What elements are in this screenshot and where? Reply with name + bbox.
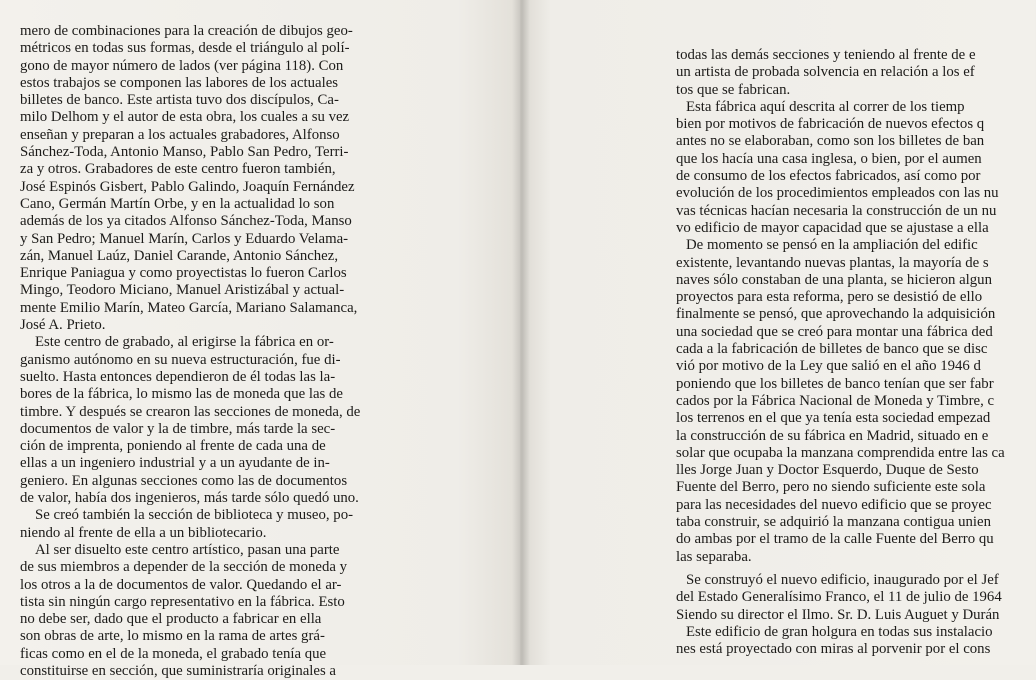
text-line: milo Delhom y el autor de esta obra, los cuales a su vez [20,109,350,126]
text-line: do ambas por el tramo de la calle Fuente del Berro qu [676,531,994,548]
text-line: que los hacía una casa inglesa, o bien, por el aumen [676,150,982,167]
text-line: gono de mayor número de lados (ver página 118). Con [20,57,344,74]
text-line: zán, Manuel Laúz, Daniel Carande, Antonio Sánchez, [20,247,339,264]
right-page-text [676,47,1036,658]
text-line: ganismo autónomo en su nueva estructuración, fue di- [20,351,341,368]
text-line: no debe ser, dado que el producto a fabricar en ella [20,611,322,628]
text-line: naves sólo constaban de una planta, se hicieron algun [676,271,992,288]
text-line: finalmente se pensó, que aprovechando la adquisición [676,306,996,323]
text-line: bores de la fábrica, lo mismo las de moneda que las de [20,386,343,403]
text-line: ellas a un ingeniero industrial y a un ayudante de in- [20,455,330,472]
text-line: tista sin ningún cargo representativo en la fábrica. Esto [20,593,345,610]
text-line: los terrenos en el que ya tenía esta sociedad empezad [676,410,991,427]
text-line: Este centro de grabado, al erigirse la fábrica en or- [35,334,334,351]
text-line: de sus miembros a depender de la sección de moneda y [20,559,348,576]
text-line: Mingo, Teodoro Miciano, Manuel Aristizábal y actual- [20,282,345,299]
text-line: cada a la fabricación de billetes de banco que se disc [676,341,988,358]
text-line: poniendo que los billetes de banco tenían que ser fabr [676,375,994,392]
text-line: proyectos para esta reforma, pero se desistió de ello [676,289,983,306]
text-line: las separaba. [676,548,752,565]
text-line: Se creó también la sección de biblioteca y museo, po- [35,507,354,524]
text-line: tos que se fabrican. [676,81,791,98]
text-line: bien por motivos de fabricación de nuevos efectos q [676,116,985,133]
text-line: antes no se elaboraban, como son los billetes de ban [676,133,985,150]
text-line: Al ser disuelto este centro artístico, pasan una parte [35,541,340,558]
text-line: cados por la Fábrica Nacional de Moneda y Timbre, c [676,392,995,409]
text-line: billetes de banco. Este artista tuvo dos discípulos, Ca- [20,92,339,109]
text-line: evolución de los procedimientos empleados con las nu [676,185,999,202]
text-line: son obras de arte, lo mismo en la rama de artes grá- [20,628,325,645]
text-line: un artista de probada solvencia en relación a los ef [676,64,975,81]
text-line: los otros a la de documentos de valor. Quedando el ar- [20,576,342,593]
text-line: nes está proyectado con miras al porvenir por el cons [676,641,991,658]
left-page-text [20,23,510,680]
text-line: mente Emilio Marín, Mateo García, Mariano Salamanca, [20,299,358,316]
text-line: de consumo de los efectos fabricados, así como por [676,168,981,185]
text-line: existente, levantando nuevas plantas, la mayoría de s [676,254,989,271]
text-line: enseñan y preparan a los actuales grabadores, Alfonso [20,126,340,143]
text-line: Fuente del Berro, pero no siendo suficiente este sola [676,479,986,496]
text-line: taba construir, se adquirió la manzana contigua unien [676,514,991,531]
text-line: además de los ya citados Alfonso Sánchez-Toda, Manso [20,213,352,230]
text-line: suelto. Hasta entonces dependieron de él todas las la- [20,368,336,385]
text-line: za y otros. Grabadores de este centro fueron también, [20,161,336,178]
text-line: una sociedad que se creó para montar una fábrica ded [676,323,993,340]
text-line: métricos en todas sus formas, desde el triángulo al polí- [20,40,350,57]
text-line: la construcción de su fábrica en Madrid, situado en e [676,427,989,444]
text-line: Se construyó el nuevo edificio, inaugurado por el Jef [686,571,999,588]
text-line: mero de combinaciones para la creación de dibujos geo- [20,23,353,39]
book-gutter [512,0,530,665]
text-line: De momento se pensó en la ampliación del edific [686,237,978,254]
text-line: y San Pedro; Manuel Marín, Carlos y Eduardo Velama- [20,230,349,247]
text-line: Cano, Germán Martín Orbe, y en la actualidad lo son [20,195,335,212]
text-line: Enrique Paniagua y como proyectistas lo fueron Carlos [20,265,347,282]
text-line: niendo al frente de ella a un bibliotecario. [20,524,267,541]
text-line: vo edificio de mayor capacidad que se ajustase a ella [676,219,989,236]
text-line: Este edificio de gran holgura en todas sus instalacio [686,623,993,640]
text-line: José A. Prieto. [20,317,106,334]
text-line: ción de imprenta, poniendo al frente de cada una de [20,438,326,455]
text-line: documentos de valor y la de timbre, más tarde la sec- [20,420,336,437]
text-line: constituirse en sección, que suministraría originales a [20,662,336,679]
text-line: ficas como en el de la moneda, el grabado tenía que [20,645,327,662]
text-line: para las necesidades del nuevo edificio que se proyec [676,496,992,513]
text-line: todas las demás secciones y teniendo al frente de e [676,47,976,63]
text-line: geniero. En algunas secciones como las de documentos [20,472,348,489]
text-line: del Estado Generalísimo Franco, el 11 de julio de 1964 [676,589,1002,606]
text-line: vió por motivo de la Ley que salió en el año 1946 d [676,358,981,375]
text-line: Sánchez-Toda, Antonio Manso, Pablo San Pedro, Terri- [20,144,349,161]
text-line: vas técnicas hacían necesaria la construcción de un nu [676,202,997,219]
text-line: timbre. Y después se crearon las secciones de moneda, de [20,403,361,420]
text-line: Esta fábrica aquí descrita al correr de los tiemp [686,98,965,115]
text-line: estos trabajos se componen las labores de los actuales [20,74,339,91]
text-line: Siendo su director el Ilmo. Sr. D. Luis Auguet y Durán [676,606,1000,623]
text-line: lles Jorge Juan y Doctor Esquerdo, Duque de Sesto [676,462,979,479]
text-line: de valor, había dos ingenieros, más tarde sólo quedó uno. [20,490,359,507]
text-line: José Espinós Gisbert, Pablo Galindo, Joaquín Fernández [20,178,355,195]
text-line: solar que ocupaba la manzana comprendida entre las ca [676,444,1005,461]
